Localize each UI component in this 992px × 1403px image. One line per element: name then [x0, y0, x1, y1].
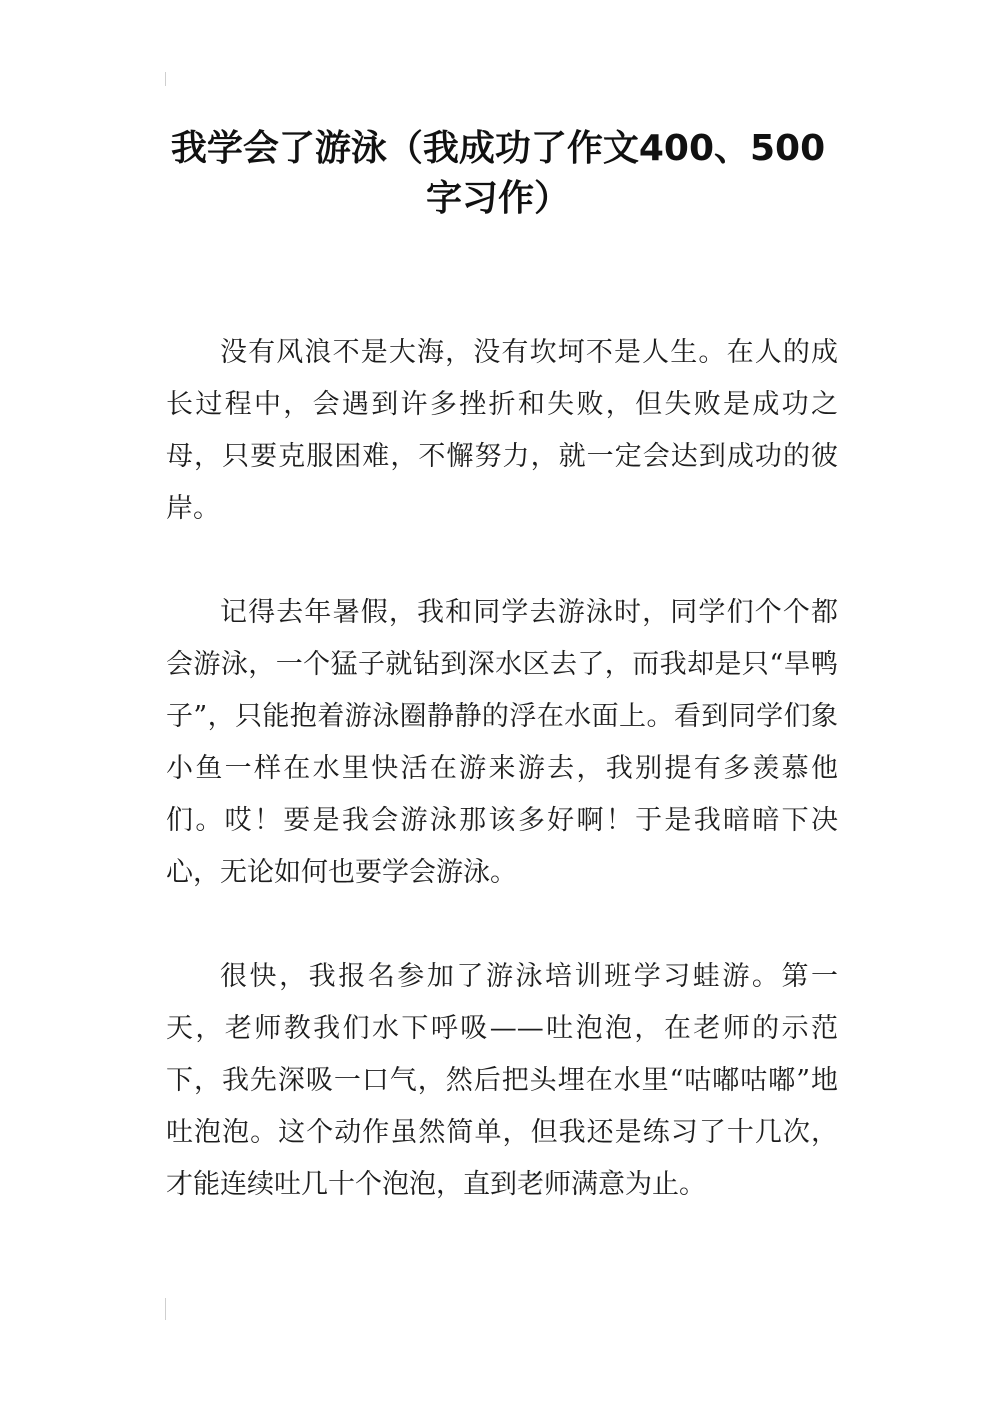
- paragraph-3: 很快，我报名参加了游泳培训班学习蛙游。第一天，老师教我们水下呼吸——吐泡泡，在老师的示范下，我先深吸一口气，然后把头埋在水里“咕嘟咕嘟”地吐泡泡。这个动作虽然简单，但我还是练习了十几次，才能连续吐几十个泡泡，直到老师满意为止。: [166, 961, 838, 1200]
- page-corner-mark-top: [165, 72, 166, 86]
- document-body: [166, 327, 838, 1211]
- document-title: 我学会了游泳（我成功了作文400、500字习作）: [170, 128, 826, 219]
- paragraph-1: 没有风浪不是大海，没有坎坷不是人生。在人的成长过程中，会遇到许多挫折和失败，但失败是成功之母，只要克服困难，不懈努力，就一定会达到成功的彼岸。: [166, 337, 838, 524]
- paragraph-2: 记得去年暑假，我和同学去游泳时，同学们个个都会游泳，一个猛子就钻到深水区去了，而我却是只“旱鸭子”，只能抱着游泳圈静静的浮在水面上。看到同学们象小鱼一样在水里快活在游来游去，我别提有多羡慕他们。哎！要是我会游泳那该多好啊！于是我暗暗下决心，无论如何也要学会游泳。: [166, 597, 838, 888]
- page-corner-mark-bottom: [165, 1298, 166, 1320]
